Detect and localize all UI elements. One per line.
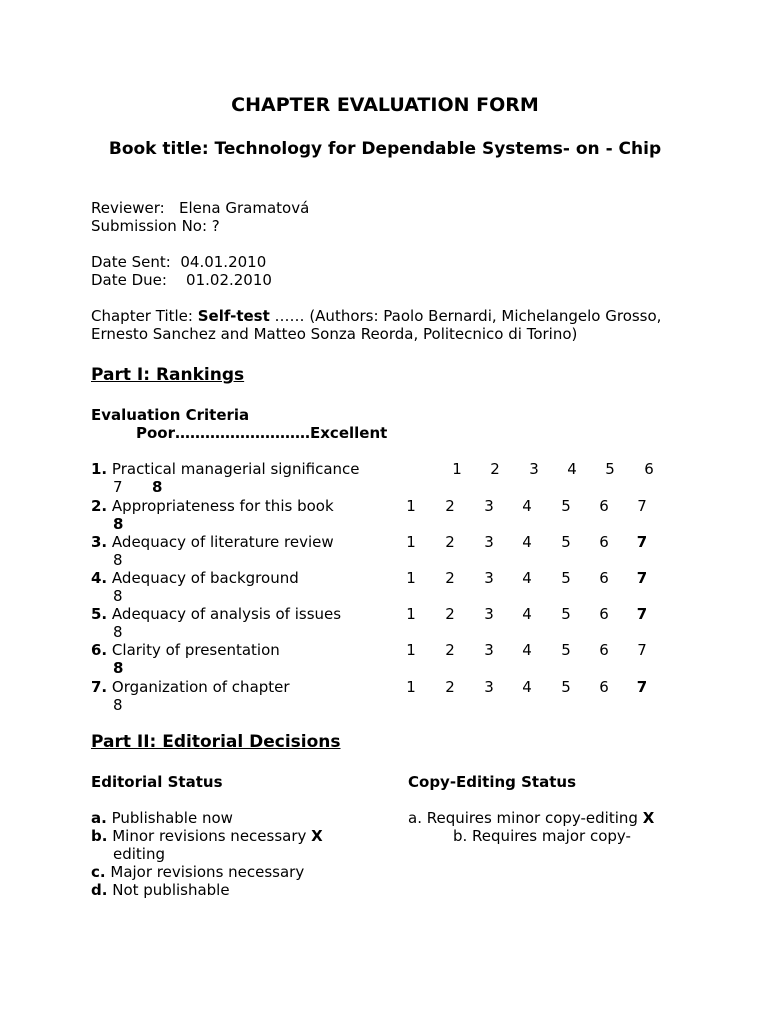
date-due-value: 01.02.2010 <box>186 271 272 289</box>
score-option: 6 <box>599 569 609 587</box>
option-text: Major revisions necessary <box>110 863 305 881</box>
score-option: 1 <box>406 569 416 587</box>
criterion-number: 1. <box>91 460 108 478</box>
criterion-label <box>91 678 290 696</box>
score-option: 7 <box>636 569 648 587</box>
score-option: 5 <box>561 641 571 659</box>
score-option: 7 <box>636 678 648 696</box>
selected-mark: X <box>311 827 323 845</box>
rating-scale: Poor………………………Excellent <box>136 424 388 442</box>
score-option: 3 <box>484 641 494 659</box>
score-option: 7 <box>636 605 648 623</box>
score-wrap: 8 <box>113 587 123 605</box>
criterion-label <box>91 569 299 587</box>
score-option: 4 <box>522 497 532 515</box>
part1-heading: Part I: Rankings <box>91 365 245 385</box>
score-option: 2 <box>490 460 500 478</box>
chapter-authors-part1: …… (Authors: Paolo Bernardi, Michelangelo Grosso, <box>269 307 662 325</box>
criterion-text: Clarity of presentation <box>111 641 280 659</box>
criterion-label <box>91 460 360 478</box>
editorial-status-heading: Editorial Status <box>91 773 223 791</box>
selected-mark: X <box>642 809 655 827</box>
score-option: 2 <box>445 533 455 551</box>
score-option: 7 <box>637 497 647 515</box>
reviewer-label: Reviewer: <box>91 199 165 217</box>
score-option: 2 <box>445 497 455 515</box>
criterion-text: Appropriateness for this book <box>111 497 334 515</box>
book-title: Book title: Technology for Dependable Systems- on - Chip <box>108 139 662 159</box>
score-option: 3 <box>529 460 539 478</box>
score-wrap: 8 <box>113 659 124 677</box>
criterion-number: 2. <box>91 497 108 515</box>
score-wrap: 8 <box>113 696 123 714</box>
option-text: Publishable now <box>111 809 233 827</box>
copy-option-b: b. Requires major copy- <box>453 827 631 845</box>
editorial-option-b <box>91 827 323 845</box>
score-wrap-selected: 8 <box>152 478 163 496</box>
score-option: 7 <box>636 533 648 551</box>
criterion-label <box>91 497 334 515</box>
criterion-text: Adequacy of background <box>111 569 299 587</box>
criterion-label <box>91 605 341 623</box>
option-text: a. Requires minor copy-editing <box>408 809 643 827</box>
score-option: 6 <box>599 641 609 659</box>
score-option: 3 <box>484 497 494 515</box>
criterion-label <box>91 641 280 659</box>
date-sent-value: 04.01.2010 <box>180 253 267 271</box>
score-option: 1 <box>406 497 416 515</box>
score-wrap: 7 <box>113 478 123 496</box>
editorial-option-c <box>91 863 304 881</box>
score-wrap: 8 <box>113 623 123 641</box>
editorial-option-b-wrap: editing <box>113 845 165 863</box>
option-letter: a. <box>91 809 107 827</box>
score-option: 5 <box>605 460 615 478</box>
score-option: 7 <box>637 641 647 659</box>
score-option: 3 <box>484 678 494 696</box>
score-option: 2 <box>445 678 455 696</box>
date-due-label: Date Due: <box>91 271 167 289</box>
chapter-title-line <box>91 307 661 325</box>
score-option: 3 <box>484 569 494 587</box>
score-option: 4 <box>567 460 577 478</box>
score-option: 6 <box>644 460 654 478</box>
part2-heading: Part II: Editorial Decisions <box>91 732 341 752</box>
score-wrap: 8 <box>113 515 124 533</box>
score-option: 2 <box>445 641 455 659</box>
score-option: 1 <box>406 678 416 696</box>
score-option: 2 <box>445 605 455 623</box>
score-option: 1 <box>406 605 416 623</box>
copy-option-a <box>408 809 654 827</box>
option-letter: c. <box>91 863 106 881</box>
score-option: 1 <box>452 460 462 478</box>
score-option: 5 <box>561 605 571 623</box>
score-option: 5 <box>561 569 571 587</box>
score-option: 4 <box>522 678 532 696</box>
chapter-authors-part2: Ernesto Sanchez and Matteo Sonza Reorda, Politecnico di Torino) <box>91 325 578 343</box>
option-text: Not publishable <box>112 881 230 899</box>
criterion-number: 7. <box>91 678 108 696</box>
score-wrap: 8 <box>113 551 123 569</box>
score-option: 1 <box>406 641 416 659</box>
score-option: 6 <box>599 678 609 696</box>
score-option: 4 <box>522 605 532 623</box>
option-letter: d. <box>91 881 108 899</box>
criteria-heading: Evaluation Criteria <box>91 406 250 424</box>
score-option: 1 <box>406 533 416 551</box>
date-sent-line <box>91 253 266 271</box>
criterion-number: 3. <box>91 533 108 551</box>
criterion-text: Adequacy of literature review <box>111 533 334 551</box>
score-option: 3 <box>484 533 494 551</box>
criterion-text: Practical managerial significance <box>111 460 360 478</box>
option-text: Minor revisions necessary <box>112 827 312 845</box>
chapter-title-label: Chapter Title: <box>91 307 198 325</box>
score-option: 6 <box>599 533 609 551</box>
editorial-option-a <box>91 809 233 827</box>
score-option: 5 <box>561 678 571 696</box>
copy-editing-status-heading: Copy-Editing Status <box>408 773 577 791</box>
chapter-title-name: Self-test <box>197 307 270 325</box>
score-option: 3 <box>484 605 494 623</box>
score-option: 5 <box>561 533 571 551</box>
criterion-label <box>91 533 334 551</box>
option-letter: b. <box>91 827 108 845</box>
score-option: 4 <box>522 533 532 551</box>
score-option: 6 <box>599 605 609 623</box>
score-option: 6 <box>599 497 609 515</box>
criterion-number: 6. <box>91 641 108 659</box>
score-option: 5 <box>561 497 571 515</box>
date-due-line <box>91 271 272 289</box>
reviewer-line <box>91 199 309 217</box>
editorial-option-d <box>91 881 230 899</box>
form-title: CHAPTER EVALUATION FORM <box>231 94 539 116</box>
criterion-number: 5. <box>91 605 108 623</box>
submission-number: Submission No: ? <box>91 217 220 235</box>
reviewer-name: Elena Gramatová <box>179 199 310 217</box>
score-option: 4 <box>522 641 532 659</box>
date-sent-label: Date Sent: <box>91 253 171 271</box>
score-option: 2 <box>445 569 455 587</box>
criterion-text: Adequacy of analysis of issues <box>111 605 342 623</box>
score-option: 4 <box>522 569 532 587</box>
criterion-text: Organization of chapter <box>111 678 290 696</box>
criterion-number: 4. <box>91 569 108 587</box>
